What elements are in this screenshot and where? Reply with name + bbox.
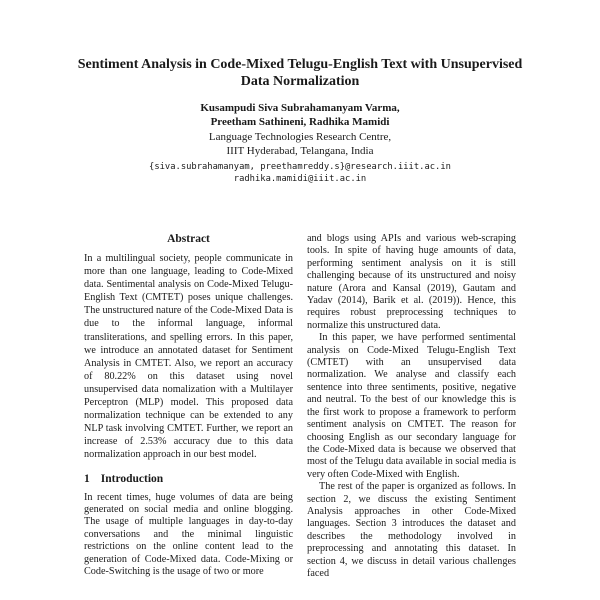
email-line-1: {siva.subrahamanyam, preethamreddy.s}@research.iiit.ac.in (149, 162, 451, 172)
affiliation-line-1: Language Technologies Research Centre, (208, 131, 392, 143)
emails-block (0, 161, 600, 185)
affiliation-block (0, 131, 600, 158)
abstract-text: In a multilingual society, people communicate in more than one language, leading to Code-Mixed data. Sentimental analysis on Code-Mixed Telugu-English Text (CMTET) poses unique challenges. The unstructured nature of the Code-Mixed Data is due to the informal language, informal transliterations, and spelling errors. In this paper, we introduce an annotated dataset for Sentiment Analysis in CMTET. Also, we report an accuracy of 80.22% on this dataset using novel unsupervised data nomalization with a Multilayer Perceptron (MLP) model. This proposed data normalization technique can be extended to any NLP task involving CMTET. Further, we report an increase of 2.53% accuracy due to this data normalization approach in our best model. (84, 253, 293, 461)
section-title: Introduction (100, 472, 164, 485)
authors-block (0, 101, 600, 129)
right-column (307, 233, 516, 580)
body-paragraph: In this paper, we have performed sentimental analysis on Code-Mixed Telugu-English Text (CMTET) with an unsupervised data normalization. We analyse and classify each sentence into three sentiments, positive, negative and neutral. To the best of our knowledge this is the first work to propose a framework to perform sentiment analysis on CMTET. The reason for choosing English as our secondary language for the Code-Mixed data is because we observed that most of the Telugu data available in social media is very often Code-Mixed with English. (307, 332, 516, 480)
email-line-2: radhika.mamidi@iiit.ac.in (233, 174, 367, 184)
affiliation-line-2: IIIT Hyderabad, Telangana, India (226, 144, 374, 157)
section-heading-introduction (84, 472, 293, 486)
authors-line-1: Kusampudi Siva Subrahamanyam Varma, (200, 102, 400, 114)
body-paragraph: The rest of the paper is organized as follows. In section 2, we discuss the existing Sentiment Analysis approaches in other Code-Mixed languages. Section 3 introduces the dataset and describes the methodology involved in preprocessing and annotating this dataset. In section 4, we discuss in detail various challenges faced (307, 481, 516, 579)
paper-title: Sentiment Analysis in Code-Mixed Telugu-English Text with Unsupervised Data Normalization (77, 57, 523, 89)
section-number: 1 (84, 472, 90, 485)
authors-line-2: Preetham Sathineni, Radhika Mamidi (210, 116, 390, 128)
abstract-heading: Abstract (167, 233, 210, 245)
body-paragraph: and blogs using APIs and various web-scraping tools. In spite of having huge amounts of data, performing sentiment analysis on it is still challenging because of its unstructured and noisy nature (Arora and Kansal (2019), Gautam and Yadav (2014), Barik et al. (2019)). Hence, this requires robust preprocessing techniques to normalize this unstructured data. (307, 233, 516, 331)
two-column-body (0, 233, 600, 580)
intro-paragraph: In recent times, huge volumes of data are being generated on social media and online blogging. The usage of multiple languages in day-to-day conversations and the minimal linguistic restrictions on the online content lead to the generation of Code-Mixed data. Code-Mixing or Code-Switching is the usage of two or more (84, 491, 293, 577)
left-column (84, 233, 293, 580)
